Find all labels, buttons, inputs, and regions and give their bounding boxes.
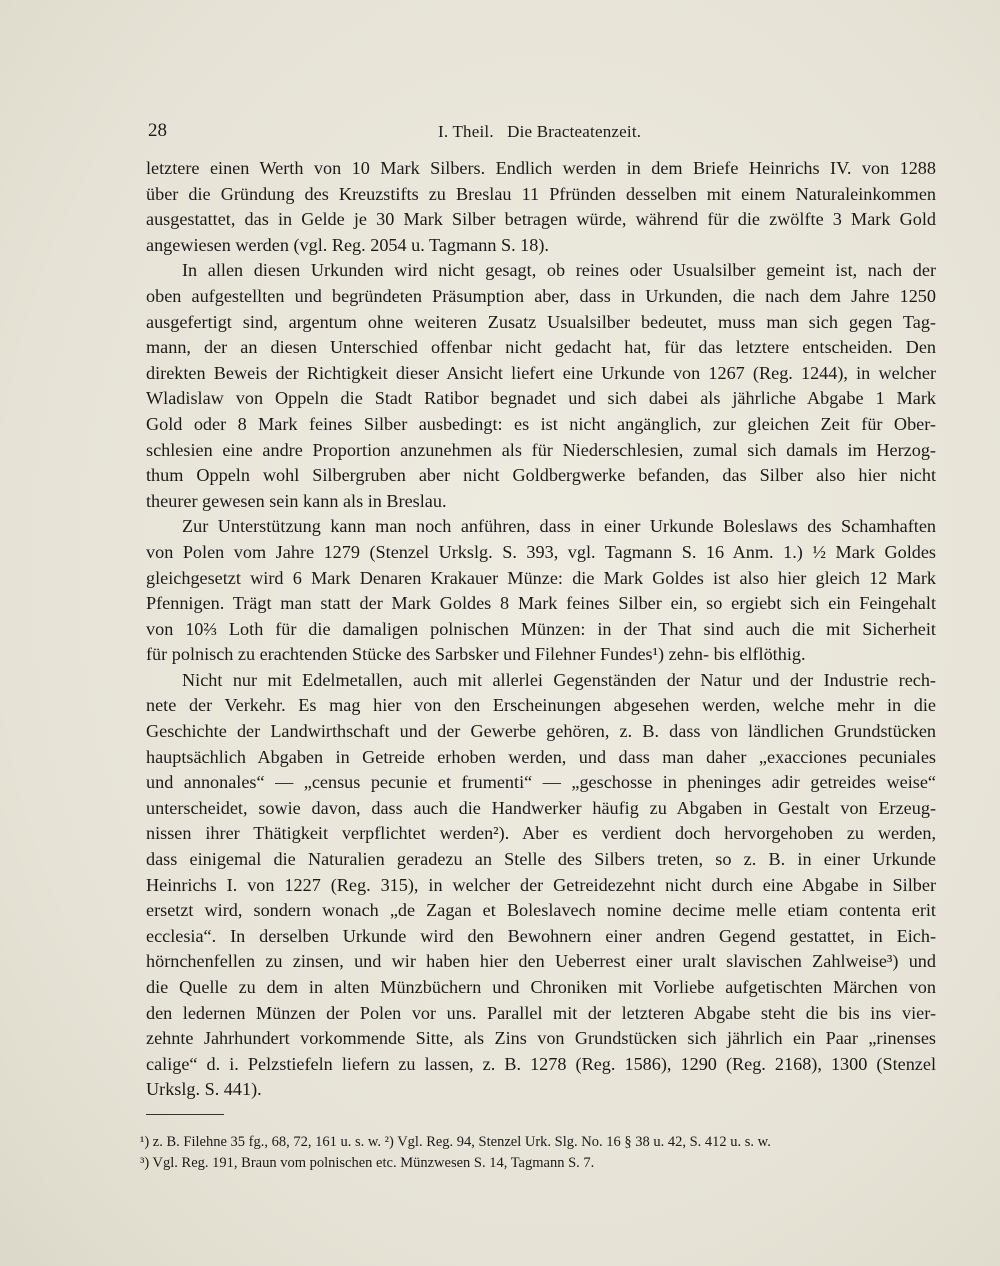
running-title: I. Theil. Die Bracteatenzeit. — [438, 122, 642, 141]
text-line: dass einigemal die Naturalien geradezu an Stelle des Silbers treten, so z. B. in einer Urkunde — [146, 849, 936, 870]
text-line: gleichgesetzt wird 6 Mark Denaren Krakauer Münze: die Mark Goldes ist also hier gleich 12 Mark — [146, 567, 936, 588]
footnotes — [140, 1132, 940, 1174]
text-line: letztere einen Werth von 10 Mark Silbers. Endlich werden in dem Briefe Heinrichs IV. von 1288 — [146, 158, 936, 178]
text-line: den ledernen Münzen der Polen vor uns. Parallel mit der letzteren Abgabe steht die bis ins vier- — [146, 1002, 936, 1023]
text-line: oben aufgestellten und begründeten Präsumption aber, dass in Urkunden, die nach dem Jahre 1250 — [146, 285, 936, 306]
footnote-line: ¹) z. B. Filehne 35 fg., 68, 72, 161 u. s. w. ²) Vgl. Reg. 94, Stenzel Urk. Slg. No. 16 § 38 u. 42, S. 412 u. s. w. — [140, 1134, 771, 1150]
text-line: Gold oder 8 Mark feines Silber ausbedingt: es ist nicht angänglich, zur gleichen Zeit für Ober- — [146, 413, 936, 434]
text-line: Urkslg. S. 441). — [146, 1079, 262, 1100]
paragraph-3 — [146, 514, 936, 668]
text-line: über die Gründung des Kreuzstifts zu Breslau 11 Pfründen desselben mit einem Naturaleinkommen — [146, 183, 936, 204]
text-line: schlesien eine andre Proportion anzunehmen als für Niederschlesien, zumal sich damals im Herzog- — [146, 439, 936, 460]
text-line: ecclesia“. In derselben Urkunde wird den Bewohnern einer andren Gegend gestattet, in Eich- — [146, 925, 936, 946]
text-line: theurer gewesen sein kann als in Breslau. — [146, 490, 447, 511]
footnote-rule — [146, 1114, 224, 1115]
body-text — [146, 156, 936, 1103]
text-line: Geschichte der Landwirthschaft und der Gewerbe gehören, z. B. dass von ländlichen Grundstücken — [146, 721, 936, 742]
text-line: und annonales“ — „census pecunie et frumenti“ — „geschosse in pheninges adir getreides weise“ — [146, 772, 936, 793]
text-line: direkten Beweis der Richtigkeit dieser Ansicht liefert eine Urkunde von 1267 (Reg. 1244), in welcher — [146, 362, 936, 383]
paragraph-1 — [146, 156, 936, 258]
text-line: ersetzt wird, sondern wonach „de Zagan et Boleslavech nomine decime melle etiam contenta erit — [146, 900, 936, 921]
text-line: nissen ihrer Thätigkeit verpflichtet werden²). Aber es verdient doch hervorgehoben zu werden, — [146, 823, 936, 844]
text-line: für polnisch zu erachtenden Stücke des Sarbsker und Filehner Fundes¹) zehn- bis elflöthig. — [146, 644, 806, 665]
paragraph-4 — [146, 668, 936, 1103]
text-line: Heinrichs I. von 1227 (Reg. 315), in welcher der Getreidezehnt nicht durch eine Abgabe in Silber — [146, 874, 936, 895]
page-number: 28 — [148, 120, 167, 141]
text-line: hörnchenfellen zu zinsen, und wir haben hier den Ueberrest einer uralt slavischen Zahlweise³) und — [146, 951, 936, 972]
text-line: nete der Verkehr. Es mag hier von den Erscheinungen abgesehen werden, welche mehr in die — [146, 695, 936, 716]
text-line: calige“ d. i. Pelzstiefeln liefern zu lassen, z. B. 1278 (Reg. 1586), 1290 (Reg. 2168), 1300 (Stenzel — [146, 1053, 936, 1074]
text-line: ausgefertigt sind, argentum ohne weiteren Zusatz Usualsilber bedeutet, muss man sich gegen Tag- — [146, 311, 936, 332]
text-line: Zur Unterstützung kann man noch anführen, dass in einer Urkunde Boleslaws des Schamhaften — [182, 516, 936, 537]
text-line: unterscheidet, sowie davon, dass auch die Handwerker häufig zu Abgaben in Gestalt von Erzeug- — [146, 797, 936, 818]
text-line: Pfennigen. Trägt man statt der Mark Goldes 8 Mark feines Silber ein, so ergiebt sich ein Feingehalt — [146, 593, 936, 614]
text-line: die Quelle zu dem in alten Münzbüchern und Chroniken mit Vorliebe aufgetischten Märchen von — [146, 977, 936, 997]
text-line: In allen diesen Urkunden wird nicht gesagt, ob reines oder Usualsilber gemeint ist, nach der — [182, 260, 936, 281]
text-line: mann, der an diesen Unterschied offenbar nicht gedacht hat, für das letztere entscheiden. Den — [146, 337, 936, 358]
text-line: angewiesen werden (vgl. Reg. 2054 u. Tagmann S. 18). — [146, 234, 549, 255]
footnote-line: ³) Vgl. Reg. 191, Braun vom polnischen etc. Münzwesen S. 14, Tagmann S. 7. — [140, 1155, 595, 1171]
paragraph-2 — [146, 258, 936, 514]
text-line: hauptsächlich Abgaben in Getreide erhoben werden, und dass man daher „exacciones pecuniales — [146, 746, 936, 767]
text-line: von Polen vom Jahre 1279 (Stenzel Urkslg. S. 393, vgl. Tagmann S. 16 Anm. 1.) ½ Mark Goldes — [146, 541, 936, 562]
text-line: von 10⅔ Loth für die damaligen polnischen Münzen: in der That sind auch die mit Sicherheit — [146, 618, 936, 639]
page-header — [148, 120, 940, 144]
text-line: ausgestattet, das in Gelde je 30 Mark Silber betragen würde, während für die zwölfte 3 Mark Gold — [146, 209, 936, 230]
text-line: Wladislaw von Oppeln die Stadt Ratibor begnadet und sich dabei als jährliche Abgabe 1 Mark — [146, 388, 936, 409]
text-line: zehnte Jahrhundert vorkommende Sitte, als Zins von Grundstücken sich jährlich ein Paar „rinenses — [146, 1028, 936, 1049]
text-line: Nicht nur mit Edelmetallen, auch mit allerlei Gegenständen der Natur und der Industrie rech- — [182, 669, 936, 690]
text-line: thum Oppeln wohl Silbergruben aber nicht Goldbergwerke befanden, das Silber also hier nicht — [146, 465, 936, 486]
